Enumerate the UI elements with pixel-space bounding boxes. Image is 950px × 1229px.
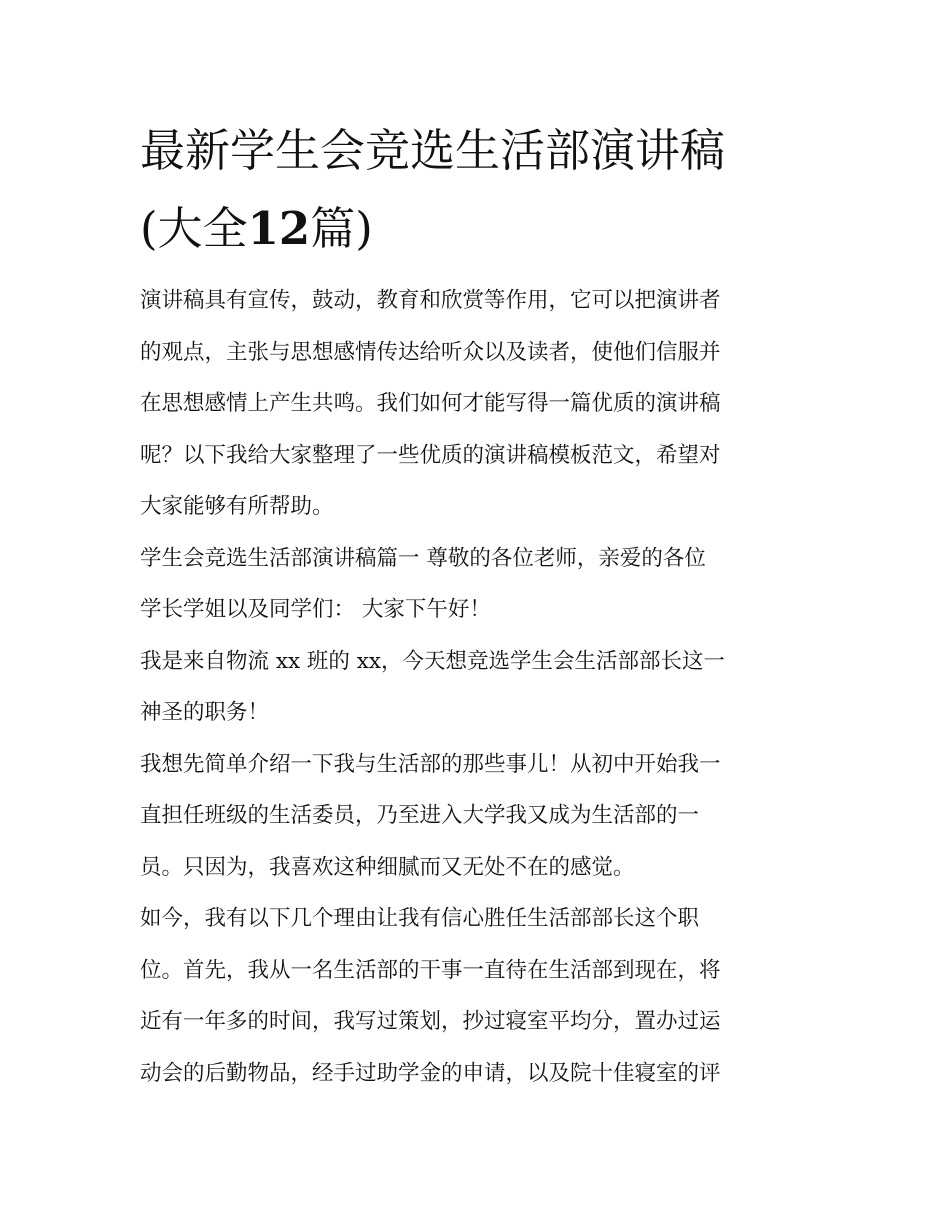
body-line: 我想先简单介绍一下我与生活部的那些事儿！从初中开始我一 [140, 751, 721, 777]
body-line: 演讲稿具有宣传，鼓动，教育和欣赏等作用，它可以把演讲者 [140, 288, 721, 313]
body-line: 神圣的职务！ [140, 700, 270, 725]
body-line: 近有一年多的时间，我写过策划，抄过寝室平均分，置办过运 [140, 1009, 721, 1034]
title-line-2-number: 12 [247, 202, 311, 255]
title-line-1: 最新学生会竞选生活部演讲稿 [140, 124, 726, 177]
title-line-2-suffix: 篇) [310, 202, 373, 255]
body-line: 位。首先，我从一名生活部的干事一直待在生活部到现在，将 [140, 957, 721, 983]
body-line: 直担任班级的生活委员，乃至进入大学我又成为生活部的一 [140, 803, 700, 828]
document-title [140, 112, 830, 268]
body-line: 的观点，主张与思想感情传达给听众以及读者，使他们信服并 [140, 339, 721, 365]
document-body [140, 275, 820, 1099]
body-line: 学生会竞选生活部演讲稿篇一 尊敬的各位老师，亲爱的各位 [140, 545, 706, 571]
title-line-2-prefix: (大全 [140, 202, 248, 255]
body-line: 呢？以下我给大家整理了一些优质的演讲稿模板范文，希望对 [140, 442, 721, 468]
body-line: 大家能够有所帮助。 [140, 494, 334, 519]
body-line: 我是来自物流 xx 班的 xx，今天想竞选学生会生活部部长这一 [140, 648, 726, 674]
body-line: 动会的后勤物品，经手过助学金的申请，以及院十佳寝室的评 [140, 1060, 721, 1086]
body-line: 员。只因为，我喜欢这种细腻而又无处不在的感觉。 [140, 854, 635, 880]
body-line: 学长学姐以及同学们： 大家下午好！ [140, 597, 491, 622]
body-line: 如今，我有以下几个理由让我有信心胜任生活部部长这个职 [140, 906, 700, 931]
body-line: 在思想感情上产生共鸣。我们如何才能写得一篇优质的演讲稿 [140, 391, 721, 416]
